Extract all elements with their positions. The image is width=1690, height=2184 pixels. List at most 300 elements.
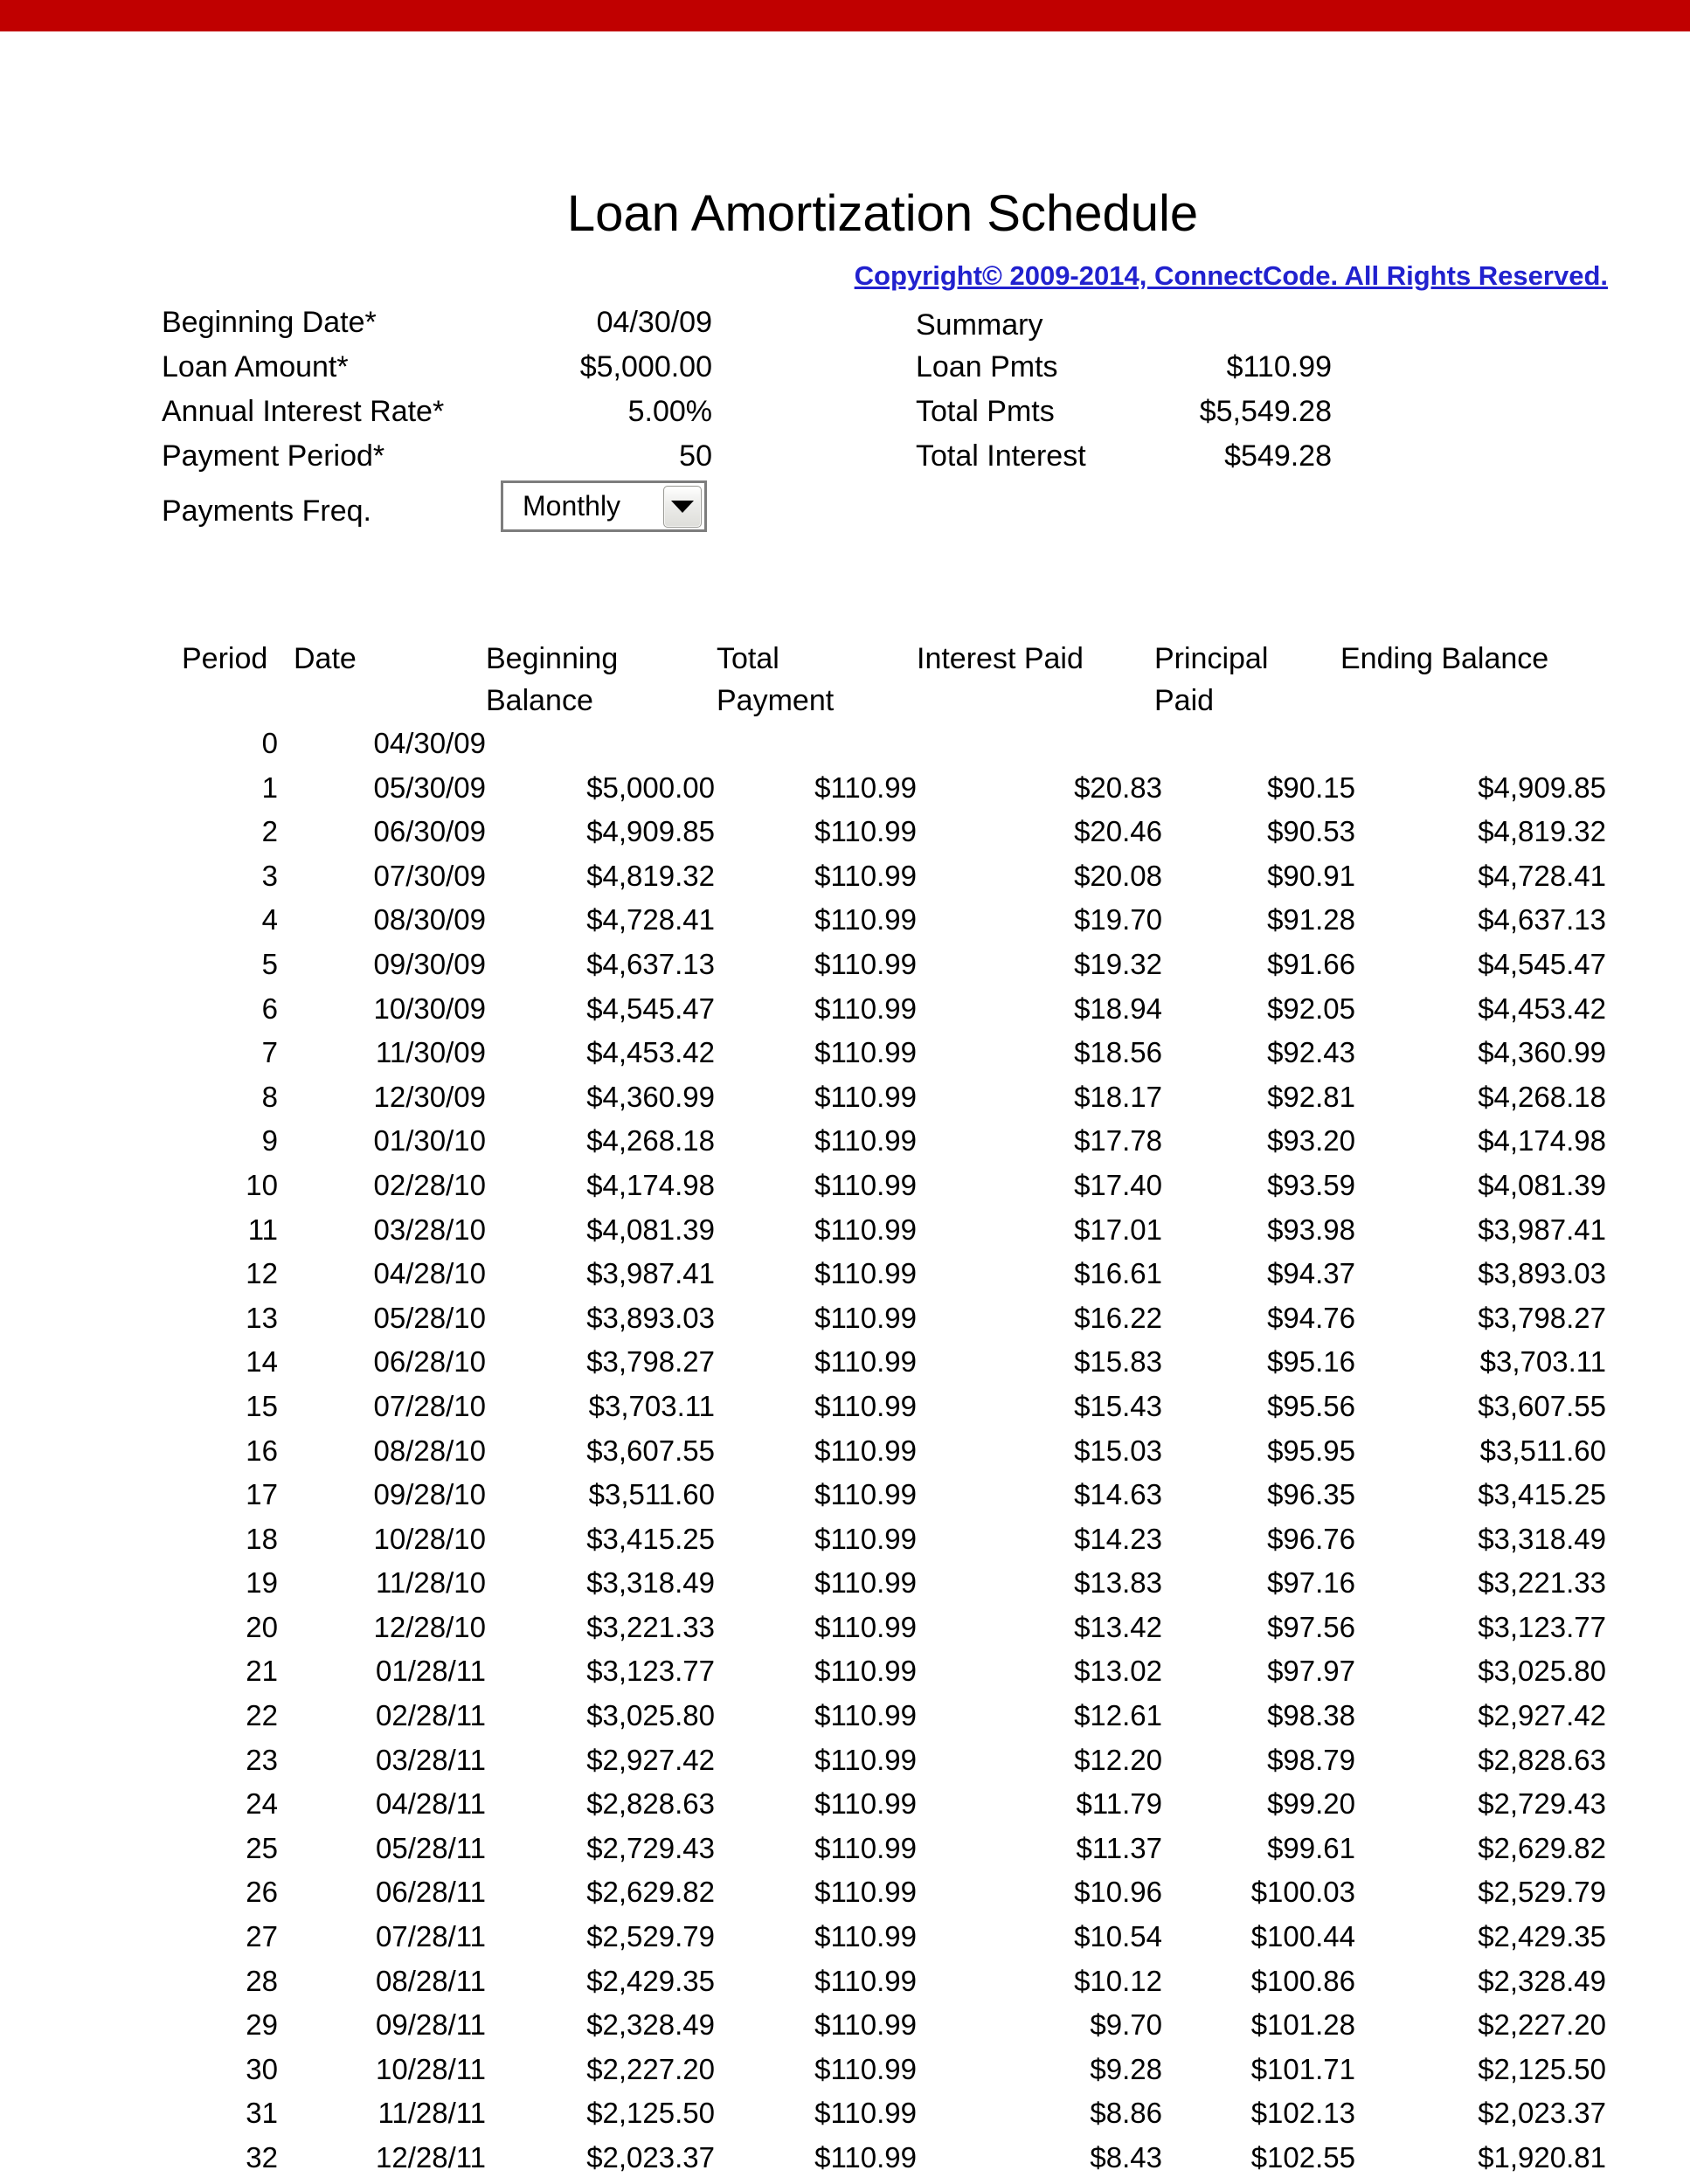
table-cell-ending-balance: $4,545.47 <box>1478 947 1606 980</box>
table-cell-date: 03/28/10 <box>373 1213 486 1246</box>
table-row <box>175 1075 1606 1120</box>
table-cell-interest-paid: $12.20 <box>1074 1743 1162 1776</box>
table-cell-period: 8 <box>261 1080 278 1113</box>
column-header-beginning-balance: Beginning Balance <box>486 642 619 717</box>
table-cell-period: 2 <box>261 815 278 848</box>
table-row <box>175 1208 1606 1253</box>
table-row <box>175 943 1606 987</box>
table-cell-period: 10 <box>246 1168 278 1201</box>
table-cell-ending-balance: $2,927.42 <box>1478 1699 1606 1732</box>
input-row-annual-interest-rate <box>162 392 712 431</box>
table-cell-date: 11/30/09 <box>375 1036 486 1069</box>
table-cell-principal-paid: $92.43 <box>1267 1036 1355 1069</box>
table-cell-principal-paid: $102.55 <box>1250 2141 1355 2174</box>
table-cell-principal-paid: $97.56 <box>1267 1610 1355 1643</box>
table-cell-interest-paid: $19.70 <box>1074 903 1162 936</box>
table-cell-period: 23 <box>246 1743 278 1776</box>
table-cell-total-payment: $110.99 <box>814 1434 917 1467</box>
table-row <box>175 2048 1606 2092</box>
column-header-date: Date <box>294 642 357 675</box>
table-cell-interest-paid: $15.03 <box>1074 1434 1162 1467</box>
table-cell-date: 10/28/11 <box>375 2052 486 2085</box>
summary-label-loan-pmts: Loan Pmts <box>916 350 1058 384</box>
input-label-annual-interest-rate: Annual Interest Rate* <box>162 395 445 428</box>
input-value-payment-period[interactable]: 50 <box>679 439 712 473</box>
table-cell-interest-paid: $20.83 <box>1074 771 1162 804</box>
table-row <box>175 854 1606 899</box>
table-cell-beginning-balance: $4,909.85 <box>586 815 715 848</box>
table-cell-period: 31 <box>246 2097 278 2130</box>
table-row <box>175 1915 1606 1959</box>
copyright-link[interactable]: Copyright© 2009-2014, ConnectCode. All Rights Reserved. <box>854 260 1608 291</box>
table-cell-principal-paid: $95.56 <box>1267 1389 1355 1422</box>
table-cell-beginning-balance: $3,318.49 <box>586 1566 715 1600</box>
table-cell-date: 08/30/09 <box>373 903 486 936</box>
table-cell-interest-paid: $15.83 <box>1074 1345 1162 1379</box>
table-cell-period: 30 <box>246 2052 278 2085</box>
table-cell-beginning-balance: $4,268.18 <box>586 1124 715 1158</box>
table-row <box>175 1649 1606 1694</box>
table-row <box>175 1606 1606 1650</box>
table-cell-ending-balance: $4,453.42 <box>1478 992 1606 1025</box>
table-cell-interest-paid: $16.22 <box>1074 1301 1162 1334</box>
table-cell-total-payment: $110.99 <box>814 1301 917 1334</box>
table-cell-period: 22 <box>246 1699 278 1732</box>
table-cell-interest-paid: $18.56 <box>1074 1036 1162 1069</box>
table-cell-beginning-balance: $3,221.33 <box>586 1610 715 1643</box>
table-cell-date: 06/28/11 <box>375 1876 486 1909</box>
table-cell-date: 04/28/11 <box>375 1787 486 1821</box>
amortization-table <box>175 638 1606 2181</box>
table-cell-beginning-balance: $4,728.41 <box>586 903 715 936</box>
table-cell-principal-paid: $99.20 <box>1267 1787 1355 1821</box>
table-cell-beginning-balance: $4,819.32 <box>586 859 715 892</box>
table-cell-total-payment: $110.99 <box>814 1964 917 1997</box>
table-cell-ending-balance: $2,328.49 <box>1478 1964 1606 1997</box>
table-row <box>175 1782 1606 1827</box>
table-cell-beginning-balance: $2,729.43 <box>586 1831 715 1864</box>
table-cell-interest-paid: $11.37 <box>1076 1831 1162 1864</box>
table-cell-total-payment: $110.99 <box>814 771 917 804</box>
table-cell-interest-paid: $18.17 <box>1074 1080 1162 1113</box>
table-cell-date: 04/30/09 <box>373 727 486 759</box>
summary-value-loan-pmts: $110.99 <box>1226 350 1332 384</box>
table-cell-total-payment: $110.99 <box>814 1080 917 1113</box>
table-cell-principal-paid: $97.16 <box>1267 1566 1355 1600</box>
table-cell-total-payment: $110.99 <box>814 815 917 848</box>
table-cell-date: 05/30/09 <box>373 771 486 804</box>
table-cell-ending-balance: $4,081.39 <box>1478 1168 1606 1201</box>
table-cell-period: 4 <box>261 903 278 936</box>
table-row <box>175 766 1606 811</box>
payments-freq-selected-value: Monthly <box>523 490 621 522</box>
table-cell-period: 27 <box>246 1920 278 1953</box>
table-cell-ending-balance: $3,123.77 <box>1478 1610 1606 1643</box>
table-cell-beginning-balance: $4,545.47 <box>586 992 715 1025</box>
table-cell-ending-balance: $4,728.41 <box>1478 859 1606 892</box>
table-cell-principal-paid: $98.79 <box>1267 1743 1355 1776</box>
table-cell-interest-paid: $10.54 <box>1074 1920 1162 1953</box>
top-red-bar <box>0 0 1690 31</box>
table-cell-date: 12/30/09 <box>373 1080 486 1113</box>
table-cell-principal-paid: $90.15 <box>1267 771 1355 804</box>
table-cell-ending-balance: $4,268.18 <box>1478 1080 1606 1113</box>
table-cell-date: 04/28/10 <box>373 1257 486 1290</box>
table-cell-beginning-balance <box>486 722 715 766</box>
table-cell-period: 29 <box>246 2008 278 2042</box>
table-cell-total-payment: $110.99 <box>814 1036 917 1069</box>
table-row <box>175 1561 1606 1606</box>
table-cell-ending-balance: $3,415.25 <box>1478 1478 1606 1511</box>
table-cell-principal-paid: $93.20 <box>1267 1124 1355 1158</box>
payments-freq-dropdown[interactable] <box>501 480 707 532</box>
table-cell-date: 10/28/10 <box>373 1522 486 1555</box>
table-cell-period: 21 <box>246 1655 278 1688</box>
table-cell-beginning-balance: $4,453.42 <box>586 1036 715 1069</box>
summary-row-loan-pmts <box>916 348 1332 386</box>
table-row <box>175 2136 1606 2181</box>
table-cell-beginning-balance: $4,360.99 <box>586 1080 715 1113</box>
table-row <box>175 1694 1606 1738</box>
table-cell-total-payment: $110.99 <box>814 1522 917 1555</box>
input-row-beginning-date <box>162 303 712 342</box>
summary-row-total-pmts <box>916 392 1332 431</box>
table-cell-principal-paid: $91.28 <box>1267 903 1355 936</box>
summary-title: Summary <box>916 308 1043 342</box>
table-cell-total-payment: $110.99 <box>814 1743 917 1776</box>
table-cell-date: 08/28/11 <box>375 1964 486 1997</box>
table-cell-period: 12 <box>246 1257 278 1290</box>
table-cell-beginning-balance: $2,429.35 <box>586 1964 715 1997</box>
table-row <box>175 987 1606 1032</box>
table-cell-ending-balance: $2,529.79 <box>1478 1876 1606 1909</box>
input-label-payment-period: Payment Period* <box>162 439 385 473</box>
table-cell-date: 02/28/10 <box>373 1168 486 1201</box>
table-row <box>175 1340 1606 1385</box>
table-cell-total-payment: $110.99 <box>814 1831 917 1864</box>
table-cell-total-payment: $110.99 <box>814 1920 917 1953</box>
table-cell-beginning-balance: $5,000.00 <box>586 771 715 804</box>
table-cell-period: 3 <box>261 859 278 892</box>
table-row <box>175 1827 1606 1871</box>
table-cell-beginning-balance: $3,511.60 <box>588 1478 715 1511</box>
table-cell-beginning-balance: $2,125.50 <box>586 2097 715 2130</box>
table-row <box>175 1473 1606 1517</box>
table-cell-interest-paid: $9.70 <box>1090 2008 1162 2042</box>
table-cell-principal-paid: $95.16 <box>1267 1345 1355 1379</box>
table-cell-ending-balance: $4,174.98 <box>1478 1124 1606 1158</box>
table-cell-period: 25 <box>246 1831 278 1864</box>
input-value-annual-interest-rate[interactable]: 5.00% <box>627 395 712 428</box>
table-row <box>175 1385 1606 1429</box>
table-cell-beginning-balance: $3,893.03 <box>586 1301 715 1334</box>
table-cell-period: 6 <box>261 992 278 1025</box>
table-cell-date: 11/28/10 <box>375 1566 486 1600</box>
table-cell-interest-paid: $12.61 <box>1074 1699 1162 1732</box>
table-body <box>175 722 1606 2181</box>
table-cell-principal-paid: $91.66 <box>1267 947 1355 980</box>
table-cell-period: 1 <box>261 771 278 804</box>
table-cell-date: 09/28/11 <box>375 2008 486 2042</box>
table-cell-ending-balance: $3,511.60 <box>1479 1434 1606 1467</box>
table-cell-date: 12/28/10 <box>373 1610 486 1643</box>
table-cell-beginning-balance: $3,415.25 <box>586 1522 715 1555</box>
table-cell-ending-balance: $3,318.49 <box>1478 1522 1606 1555</box>
table-cell-date: 01/30/10 <box>373 1124 486 1158</box>
table-cell-beginning-balance: $2,629.82 <box>586 1876 715 1909</box>
input-row-payment-period <box>162 437 712 475</box>
table-cell-ending-balance: $3,893.03 <box>1478 1257 1606 1290</box>
table-cell-total-payment: $110.99 <box>814 947 917 980</box>
table-cell-total-payment: $110.99 <box>814 992 917 1025</box>
table-cell-total-payment: $110.99 <box>814 1655 917 1688</box>
table-cell-date: 10/30/09 <box>373 992 486 1025</box>
column-header-total-payment: Total Payment <box>717 642 835 717</box>
table-cell-ending-balance: $4,637.13 <box>1478 903 1606 936</box>
table-cell-principal-paid: $94.76 <box>1267 1301 1355 1334</box>
table-cell-interest-paid: $16.61 <box>1074 1257 1162 1290</box>
table-cell-beginning-balance: $3,798.27 <box>586 1345 715 1379</box>
table-cell-total-payment: $110.99 <box>814 1257 917 1290</box>
table-row <box>175 1959 1606 2004</box>
table-cell-interest-paid: $19.32 <box>1074 947 1162 980</box>
table-cell-ending-balance: $1,920.81 <box>1478 2141 1606 2174</box>
table-cell-principal-paid: $96.76 <box>1267 1522 1355 1555</box>
table-cell-period: 32 <box>246 2141 278 2174</box>
table-cell-ending-balance: $2,023.37 <box>1478 2097 1606 2130</box>
table-cell-total-payment: $110.99 <box>814 2052 917 2085</box>
table-cell-interest-paid: $20.46 <box>1074 815 1162 848</box>
table-cell-principal-paid: $99.61 <box>1267 1831 1355 1864</box>
table-cell-interest-paid: $18.94 <box>1074 992 1162 1025</box>
table-cell-period: 7 <box>261 1036 278 1069</box>
table-cell-beginning-balance: $2,828.63 <box>586 1787 715 1821</box>
table-cell-period: 28 <box>246 1964 278 1997</box>
table-cell-interest-paid: $17.01 <box>1074 1213 1162 1246</box>
table-cell-interest-paid: $8.43 <box>1090 2141 1162 2174</box>
table-cell-ending-balance: $4,909.85 <box>1478 771 1606 804</box>
table-row <box>175 1738 1606 1783</box>
table-row <box>175 2091 1606 2136</box>
table-cell-principal-paid: $93.59 <box>1267 1168 1355 1201</box>
table-row <box>175 722 1606 766</box>
table-cell-principal-paid: $94.37 <box>1267 1257 1355 1290</box>
table-cell-principal-paid: $100.03 <box>1250 1876 1355 1909</box>
table-cell-date: 05/28/10 <box>373 1301 486 1334</box>
table-cell-period: 17 <box>246 1478 278 1511</box>
table-cell-beginning-balance: $2,328.49 <box>586 2008 715 2042</box>
table-cell-period: 9 <box>261 1124 278 1158</box>
table-cell-principal-paid <box>1162 722 1355 766</box>
summary-value-total-interest: $549.28 <box>1224 439 1332 473</box>
table-cell-total-payment: $110.99 <box>814 1610 917 1643</box>
table-cell-interest-paid: $14.63 <box>1074 1478 1162 1511</box>
table-cell-beginning-balance: $2,927.42 <box>586 1743 715 1776</box>
table-cell-period: 19 <box>246 1566 278 1600</box>
table-cell-beginning-balance: $2,023.37 <box>586 2141 715 2174</box>
table-cell-interest-paid: $13.83 <box>1074 1566 1162 1600</box>
table-cell-ending-balance: $2,629.82 <box>1478 1831 1606 1864</box>
table-cell-period: 20 <box>246 1610 278 1643</box>
table-row <box>175 1870 1606 1915</box>
table-cell-date: 09/28/10 <box>373 1478 486 1511</box>
summary-label-total-pmts: Total Pmts <box>916 395 1055 428</box>
table-cell-beginning-balance: $3,703.11 <box>588 1389 715 1422</box>
table-cell-principal-paid: $95.95 <box>1267 1434 1355 1467</box>
table-cell-ending-balance: $2,828.63 <box>1478 1743 1606 1776</box>
table-row <box>175 1429 1606 1474</box>
chevron-down-icon <box>671 501 694 513</box>
table-cell-principal-paid: $98.38 <box>1267 1699 1355 1732</box>
table-cell-total-payment: $110.99 <box>814 1345 917 1379</box>
table-cell-interest-paid: $14.23 <box>1074 1522 1162 1555</box>
table-cell-beginning-balance: $3,123.77 <box>586 1655 715 1688</box>
table-cell-beginning-balance: $4,174.98 <box>586 1168 715 1201</box>
table-cell-interest-paid: $15.43 <box>1074 1389 1162 1422</box>
table-cell-total-payment: $110.99 <box>814 1168 917 1201</box>
table-cell-period: 5 <box>261 947 278 980</box>
table-cell-date: 07/28/11 <box>375 1920 486 1953</box>
table-cell-total-payment: $110.99 <box>814 1787 917 1821</box>
table-row <box>175 1252 1606 1296</box>
table-cell-interest-paid: $17.78 <box>1074 1124 1162 1158</box>
table-cell-date: 07/28/10 <box>373 1389 486 1422</box>
input-label-loan-amount: Loan Amount* <box>162 350 349 384</box>
summary-row-total-interest <box>916 437 1332 475</box>
table-header-row <box>175 638 1606 722</box>
dropdown-arrow-button[interactable] <box>663 486 702 528</box>
column-header-ending-balance: Ending Balance <box>1340 642 1549 675</box>
table-cell-date: 07/30/09 <box>373 859 486 892</box>
table-row <box>175 1031 1606 1075</box>
table-cell-interest-paid: $13.42 <box>1074 1610 1162 1643</box>
table-row <box>175 1517 1606 1562</box>
table-cell-ending-balance: $2,125.50 <box>1478 2052 1606 2085</box>
table-cell-interest-paid: $8.86 <box>1090 2097 1162 2130</box>
table-cell-date: 06/28/10 <box>373 1345 486 1379</box>
table-cell-date: 11/28/11 <box>377 2097 486 2130</box>
table-cell-principal-paid: $92.05 <box>1267 992 1355 1025</box>
table-cell-period: 11 <box>247 1213 278 1246</box>
table-cell-principal-paid: $92.81 <box>1267 1080 1355 1113</box>
table-cell-date: 03/28/11 <box>375 1743 486 1776</box>
table-cell-interest-paid: $17.40 <box>1074 1168 1162 1201</box>
table-cell-date: 02/28/11 <box>375 1699 486 1732</box>
table-cell-beginning-balance: $3,025.80 <box>586 1699 715 1732</box>
table-cell-total-payment: $110.99 <box>814 1124 917 1158</box>
table-cell-date: 01/28/11 <box>375 1655 486 1688</box>
table-cell-date: 12/28/11 <box>375 2141 486 2174</box>
table-cell-interest-paid: $10.96 <box>1074 1876 1162 1909</box>
table-cell-beginning-balance: $3,987.41 <box>586 1257 715 1290</box>
table-cell-total-payment <box>715 722 917 766</box>
table-cell-principal-paid: $101.71 <box>1250 2052 1355 2085</box>
column-header-period: Period <box>182 642 268 675</box>
table-cell-date: 09/30/09 <box>373 947 486 980</box>
table-cell-total-payment: $110.99 <box>814 859 917 892</box>
table-cell-ending-balance: $3,703.11 <box>1479 1345 1606 1379</box>
table-cell-interest-paid: $13.02 <box>1074 1655 1162 1688</box>
table-cell-ending-balance: $3,221.33 <box>1478 1566 1606 1600</box>
summary-value-total-pmts: $5,549.28 <box>1199 395 1332 428</box>
table-cell-period: 16 <box>246 1434 278 1467</box>
input-value-beginning-date[interactable]: 04/30/09 <box>596 306 712 339</box>
table-cell-period: 0 <box>261 727 278 759</box>
table-cell-ending-balance: $4,819.32 <box>1478 815 1606 848</box>
table-cell-beginning-balance: $3,607.55 <box>586 1434 715 1467</box>
table-cell-total-payment: $110.99 <box>814 2008 917 2042</box>
table-cell-principal-paid: $96.35 <box>1267 1478 1355 1511</box>
column-header-principal-paid: Principal Paid <box>1154 642 1269 717</box>
table-cell-total-payment: $110.99 <box>814 1389 917 1422</box>
table-cell-principal-paid: $102.13 <box>1250 2097 1355 2130</box>
input-label-payments-freq: Payments Freq. <box>162 494 371 528</box>
column-header-interest-paid: Interest Paid <box>917 642 1084 675</box>
table-cell-ending-balance: $2,429.35 <box>1478 1920 1606 1953</box>
table-cell-beginning-balance: $2,227.20 <box>586 2052 715 2085</box>
table-cell-period: 14 <box>246 1345 278 1379</box>
table-cell-period: 15 <box>246 1389 278 1422</box>
table-cell-beginning-balance: $4,637.13 <box>586 947 715 980</box>
table-cell-period: 18 <box>246 1522 278 1555</box>
table-cell-principal-paid: $90.53 <box>1267 815 1355 848</box>
table-cell-ending-balance: $2,729.43 <box>1478 1787 1606 1821</box>
table-cell-ending-balance: $3,025.80 <box>1478 1655 1606 1688</box>
table-cell-ending-balance: $3,798.27 <box>1478 1301 1606 1334</box>
table-cell-principal-paid: $101.28 <box>1250 2008 1355 2042</box>
table-cell-total-payment: $110.99 <box>814 1213 917 1246</box>
table-cell-period: 24 <box>246 1787 278 1821</box>
table-cell-total-payment: $110.99 <box>814 1699 917 1732</box>
table-cell-total-payment: $110.99 <box>814 903 917 936</box>
table-cell-principal-paid: $100.86 <box>1250 1964 1355 1997</box>
table-cell-date: 05/28/11 <box>375 1831 486 1864</box>
table-cell-principal-paid: $97.97 <box>1267 1655 1355 1688</box>
input-row-loan-amount <box>162 348 712 386</box>
summary-label-total-interest: Total Interest <box>916 439 1086 473</box>
table-cell-ending-balance <box>1355 722 1606 766</box>
table-cell-beginning-balance: $2,529.79 <box>586 1920 715 1953</box>
table-cell-interest-paid: $11.79 <box>1076 1787 1162 1821</box>
table-cell-total-payment: $110.99 <box>814 1876 917 1909</box>
table-cell-total-payment: $110.99 <box>814 2141 917 2174</box>
page-title: Loan Amortization Schedule <box>566 185 1199 242</box>
input-label-beginning-date: Beginning Date* <box>162 306 377 339</box>
table-cell-principal-paid: $90.91 <box>1267 859 1355 892</box>
table-cell-interest-paid: $9.28 <box>1090 2052 1162 2085</box>
table-cell-ending-balance: $4,360.99 <box>1478 1036 1606 1069</box>
table-row <box>175 2003 1606 2048</box>
table-cell-interest-paid: $20.08 <box>1074 859 1162 892</box>
table-cell-principal-paid: $93.98 <box>1267 1213 1355 1246</box>
table-cell-period: 13 <box>246 1301 278 1334</box>
table-cell-ending-balance: $2,227.20 <box>1478 2008 1606 2042</box>
table-cell-interest-paid: $10.12 <box>1074 1964 1162 1997</box>
table-row <box>175 898 1606 943</box>
table-row <box>175 810 1606 854</box>
table-row <box>175 1164 1606 1208</box>
table-cell-total-payment: $110.99 <box>814 2097 917 2130</box>
input-value-loan-amount[interactable]: $5,000.00 <box>579 350 712 384</box>
table-cell-ending-balance: $3,987.41 <box>1478 1213 1606 1246</box>
table-cell-total-payment: $110.99 <box>814 1566 917 1600</box>
table-cell-date: 06/30/09 <box>373 815 486 848</box>
table-cell-interest-paid <box>917 722 1162 766</box>
table-cell-total-payment: $110.99 <box>814 1478 917 1511</box>
table-cell-beginning-balance: $4,081.39 <box>586 1213 715 1246</box>
table-row <box>175 1296 1606 1341</box>
table-cell-date: 08/28/10 <box>373 1434 486 1467</box>
